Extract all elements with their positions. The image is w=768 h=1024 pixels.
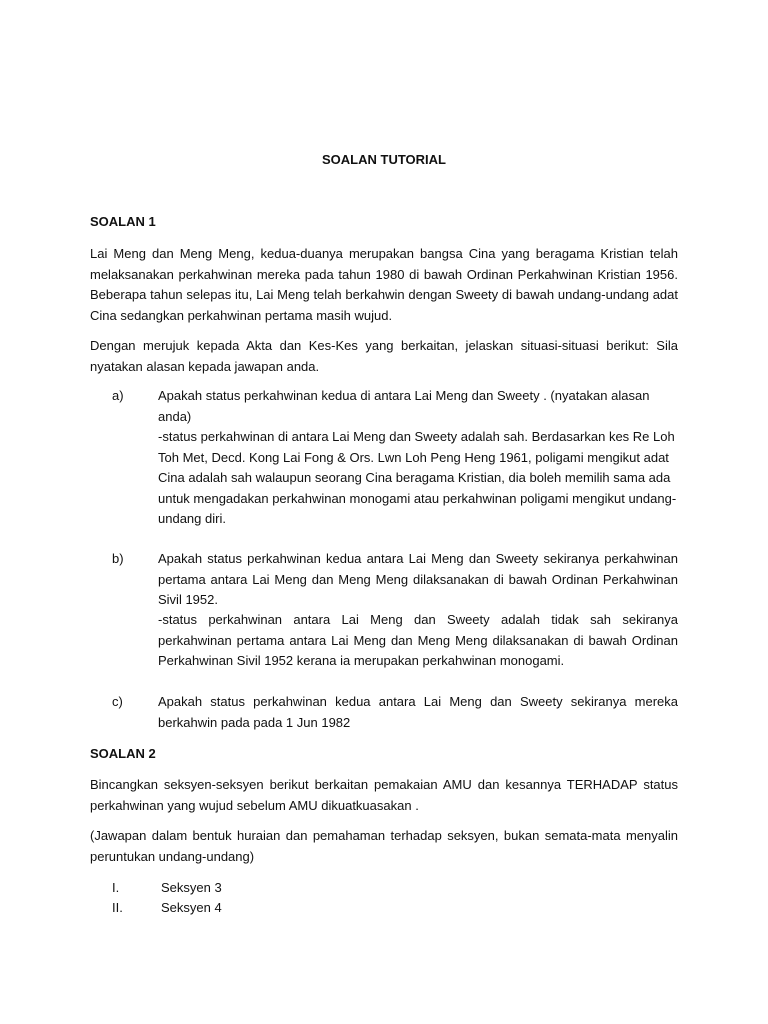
item-a-label: a): [112, 388, 124, 403]
item-b-label: b): [112, 551, 124, 566]
list-item-2-text: Seksyen 4: [161, 900, 222, 915]
list-item-2-number: II.: [112, 900, 123, 915]
item-c-question: Apakah status perkahwinan kedua antara Lai Meng dan Sweety sekiranya mereka berkahwin pada pada 1 Jun 1982: [158, 694, 678, 730]
soalan2-paragraph-2: (Jawapan dalam bentuk huraian dan pemahaman terhadap seksyen, bukan semata-mata menyalin peruntukan undang-undang): [90, 828, 678, 864]
list-item-1-number: I.: [112, 880, 120, 895]
soalan2-paragraph-1: Bincangkan seksyen-seksyen berikut berkaitan pemakaian AMU dan kesannya TERHADAP status perkahwinan yang wujud sebelum AMU dikuatkuasakan .: [90, 777, 678, 813]
soalan1-heading: SOALAN 1: [90, 214, 156, 229]
item-b-question: Apakah status perkahwinan kedua antara Lai Meng dan Sweety sekiranya perkahwinan pertama antara Lai Meng dan Meng Meng dilaksanakan di bawah Ordinan Perkahwinan Sivil 1952.: [158, 551, 678, 607]
document-title: SOALAN TUTORIAL: [322, 152, 446, 167]
list-item-1-text: Seksyen 3: [161, 880, 222, 895]
item-c-label: c): [112, 694, 123, 709]
item-a-answer: -status perkahwinan di antara Lai Meng dan Sweety adalah sah. Berdasarkan kes Re Loh Toh Met, Decd. Kong Lai Fong & Ors. Lwn Loh Peng Heng 1961, poligami mengikut adat Cina adalah sah walaupun seorang Cina beragama Kristian, dia boleh memilih sama ada untuk mengadakan perkahwinan monogami atau perkahwinan poligami mengikut undang-undang diri.: [158, 429, 677, 526]
item-b-answer: -status perkahwinan antara Lai Meng dan Sweety adalah tidak sah sekiranya perkahwinan pertama antara Lai Meng dan Meng Meng dilaksanakan di bawah Ordinan Perkahwinan Sivil 1952 kerana ia merupakan perkahwinan monogami.: [158, 612, 678, 668]
soalan1-paragraph-1: Lai Meng dan Meng Meng, kedua-duanya merupakan bangsa Cina yang beragama Kristian telah melaksanakan perkahwinan mereka pada tahun 1980 di bawah Ordinan Perkahwinan Kristian 1956. Beberapa tahun selepas itu, Lai Meng telah berkahwin dengan Sweety di bawah undang-undang adat Cina sedangkan perkahwinan pertama masih wujud.: [90, 246, 678, 323]
soalan2-heading: SOALAN 2: [90, 746, 156, 761]
soalan1-paragraph-2: Dengan merujuk kepada Akta dan Kes-Kes yang berkaitan, jelaskan situasi-situasi berikut: Sila nyatakan alasan kepada jawapan anda.: [90, 338, 678, 374]
item-a-question: Apakah status perkahwinan kedua di antara Lai Meng dan Sweety . (nyatakan alasan anda): [158, 388, 650, 424]
